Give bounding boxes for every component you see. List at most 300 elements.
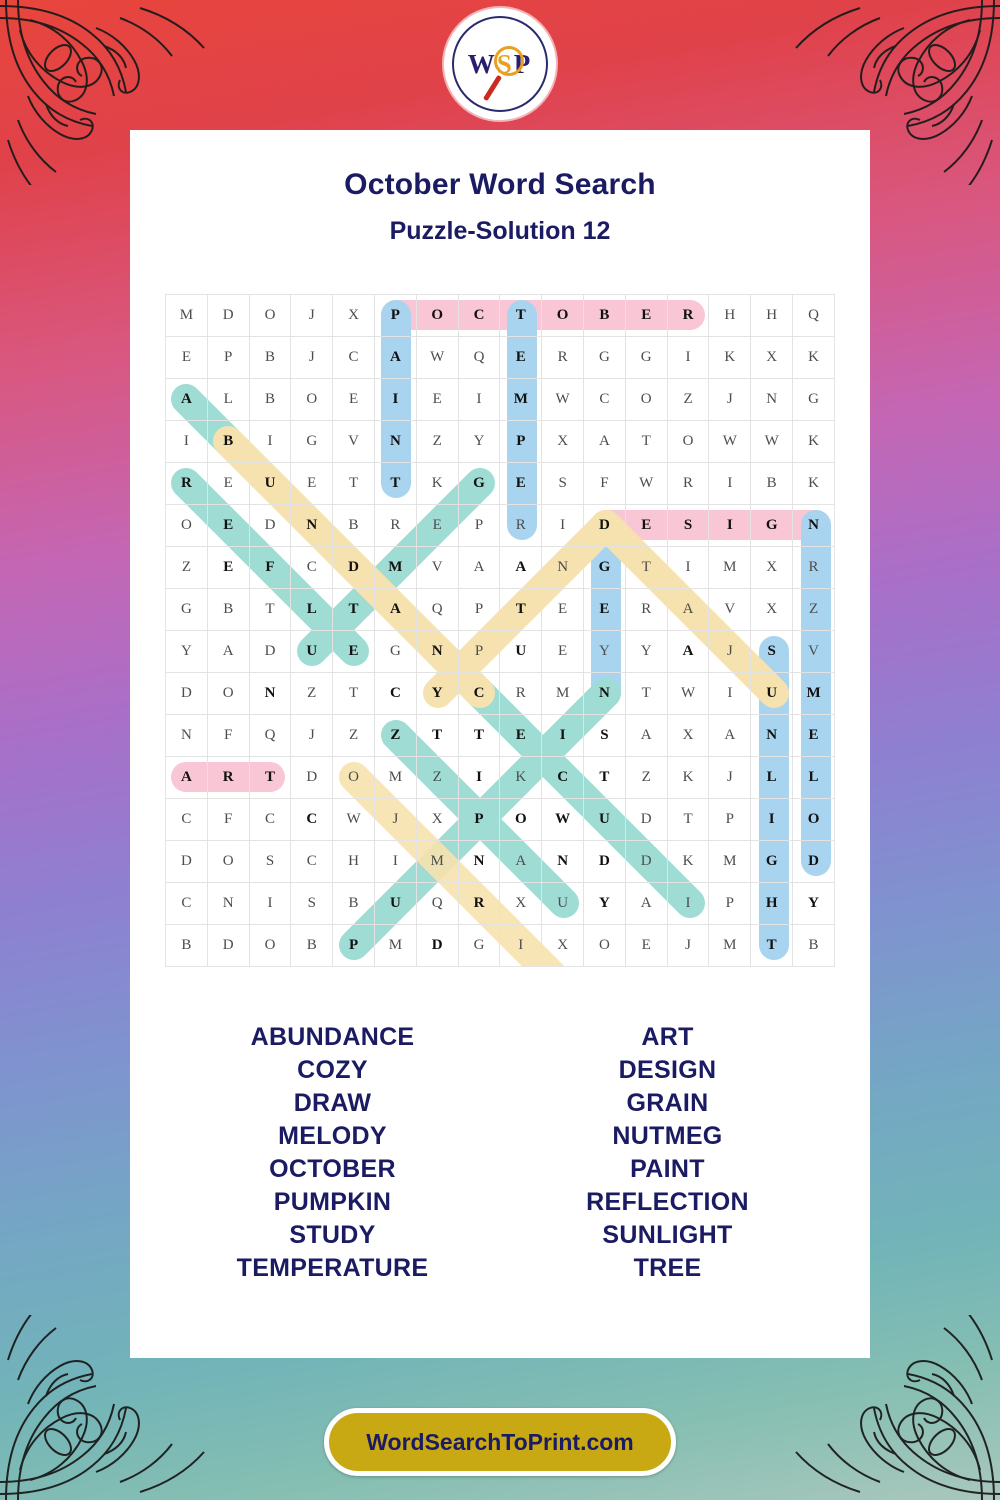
wsp-logo	[444, 8, 556, 120]
grid-cell[interactable]: O	[625, 379, 667, 421]
grid-cell[interactable]: P	[500, 421, 542, 463]
grid-cell[interactable]: T	[625, 547, 667, 589]
grid-cell[interactable]: I	[709, 673, 751, 715]
grid-cell[interactable]: P	[709, 883, 751, 925]
grid-cell[interactable]: W	[333, 799, 375, 841]
grid-cell[interactable]: L	[207, 379, 249, 421]
word-list-item: REFLECTION	[586, 1188, 749, 1216]
grid-cell[interactable]: S	[751, 631, 793, 673]
grid-cell[interactable]: J	[291, 295, 333, 337]
grid-cell[interactable]: Z	[291, 673, 333, 715]
grid-cell[interactable]: P	[709, 799, 751, 841]
grid-cell[interactable]: B	[249, 337, 291, 379]
grid-cell[interactable]: V	[333, 421, 375, 463]
grid-cell[interactable]: M	[709, 841, 751, 883]
grid-cell[interactable]: Z	[667, 379, 709, 421]
grid-cell[interactable]: X	[751, 589, 793, 631]
grid-cell[interactable]: Q	[793, 295, 835, 337]
word-list-item: MELODY	[278, 1122, 387, 1150]
grid-cell[interactable]: T	[500, 589, 542, 631]
grid-cell[interactable]: O	[416, 295, 458, 337]
word-list-item: SUNLIGHT	[602, 1221, 733, 1249]
grid-cell[interactable]: X	[333, 295, 375, 337]
grid-cell[interactable]: T	[458, 715, 500, 757]
grid-cell[interactable]: T	[333, 463, 375, 505]
grid-cell[interactable]: Z	[416, 757, 458, 799]
grid-cell[interactable]: B	[333, 883, 375, 925]
grid-cell[interactable]: D	[793, 841, 835, 883]
grid-row	[166, 421, 835, 463]
grid-cell[interactable]: M	[166, 295, 208, 337]
grid-cell[interactable]: T	[625, 673, 667, 715]
word-list-item: COZY	[297, 1056, 368, 1084]
grid-cell[interactable]: G	[751, 841, 793, 883]
grid-cell[interactable]: M	[374, 925, 416, 967]
grid-cell[interactable]: A	[374, 337, 416, 379]
grid-cell[interactable]: W	[625, 463, 667, 505]
grid-cell[interactable]: N	[374, 421, 416, 463]
grid-cell[interactable]: T	[333, 673, 375, 715]
grid-cell[interactable]: X	[667, 715, 709, 757]
grid-cell[interactable]: X	[751, 547, 793, 589]
grid-cell[interactable]: T	[374, 463, 416, 505]
grid-cell[interactable]: G	[751, 505, 793, 547]
grid-cell[interactable]: E	[416, 505, 458, 547]
grid-cell[interactable]: M	[374, 757, 416, 799]
grid-cell[interactable]: C	[458, 295, 500, 337]
grid-body	[166, 295, 835, 967]
grid-row	[166, 463, 835, 505]
grid-cell[interactable]: S	[249, 841, 291, 883]
word-list-item: DESIGN	[618, 1056, 717, 1084]
grid-cell[interactable]: A	[667, 631, 709, 673]
grid-cell[interactable]: M	[709, 925, 751, 967]
grid-cell[interactable]: N	[751, 715, 793, 757]
grid-cell[interactable]: D	[333, 547, 375, 589]
grid-cell[interactable]: B	[166, 925, 208, 967]
grid-cell[interactable]: T	[751, 925, 793, 967]
grid-cell[interactable]: Y	[166, 631, 208, 673]
grid-cell[interactable]: R	[500, 505, 542, 547]
page-subtitle: Puzzle-Solution 12	[389, 217, 611, 245]
grid-cell[interactable]: A	[625, 883, 667, 925]
grid-cell[interactable]: I	[667, 883, 709, 925]
word-list-item: TEMPERATURE	[236, 1254, 429, 1282]
grid-cell[interactable]: N	[542, 841, 584, 883]
grid-cell[interactable]: R	[207, 757, 249, 799]
grid-cell[interactable]: H	[751, 883, 793, 925]
grid-cell[interactable]: X	[751, 337, 793, 379]
grid-cell[interactable]: C	[291, 547, 333, 589]
grid-cell[interactable]: G	[584, 337, 626, 379]
website-label: WordSearchToPrint.com	[366, 1428, 634, 1455]
grid-cell[interactable]: C	[166, 799, 208, 841]
grid-row	[166, 379, 835, 421]
grid-cell[interactable]: P	[207, 337, 249, 379]
logo-letter-w: W	[467, 48, 497, 79]
grid-cell[interactable]: D	[249, 505, 291, 547]
grid-cell[interactable]: F	[249, 547, 291, 589]
grid-cell[interactable]: A	[500, 841, 542, 883]
puzzle-sheet	[130, 130, 870, 1358]
grid-cell[interactable]: D	[291, 757, 333, 799]
grid-cell[interactable]: I	[667, 337, 709, 379]
grid-cell[interactable]: O	[793, 799, 835, 841]
grid-row	[166, 841, 835, 883]
grid-cell[interactable]: O	[207, 841, 249, 883]
grid-cell[interactable]: O	[542, 295, 584, 337]
puzzle-grid-wrapper	[165, 294, 835, 967]
grid-cell[interactable]: D	[166, 673, 208, 715]
grid-cell[interactable]: I	[458, 379, 500, 421]
grid-cell[interactable]: R	[667, 295, 709, 337]
grid-cell[interactable]: N	[458, 841, 500, 883]
word-list-item: DRAW	[293, 1089, 372, 1117]
grid-cell[interactable]: N	[166, 715, 208, 757]
grid-cell[interactable]: E	[207, 505, 249, 547]
grid-cell[interactable]: M	[542, 673, 584, 715]
grid-cell[interactable]: I	[249, 883, 291, 925]
grid-cell[interactable]: Y	[584, 631, 626, 673]
grid-cell[interactable]: A	[458, 547, 500, 589]
grid-cell[interactable]: P	[458, 505, 500, 547]
grid-cell[interactable]: P	[333, 925, 375, 967]
grid-cell[interactable]: K	[793, 463, 835, 505]
grid-cell[interactable]: N	[542, 547, 584, 589]
grid-cell[interactable]: E	[416, 379, 458, 421]
grid-cell[interactable]: S	[584, 715, 626, 757]
grid-cell[interactable]: K	[793, 337, 835, 379]
grid-cell[interactable]: M	[374, 547, 416, 589]
word-list-item: PUMPKIN	[273, 1188, 392, 1216]
grid-row	[166, 883, 835, 925]
word-list-item: NUTMEG	[612, 1122, 723, 1150]
grid-cell[interactable]: D	[207, 295, 249, 337]
grid-cell[interactable]: W	[416, 337, 458, 379]
word-search-grid[interactable]	[165, 294, 835, 967]
grid-cell[interactable]: E	[584, 589, 626, 631]
word-list-item: OCTOBER	[269, 1155, 396, 1183]
grid-cell[interactable]: K	[416, 463, 458, 505]
grid-cell[interactable]: B	[584, 295, 626, 337]
grid-cell[interactable]: N	[249, 673, 291, 715]
grid-cell[interactable]: N	[751, 379, 793, 421]
grid-cell[interactable]: Y	[625, 631, 667, 673]
website-badge[interactable]	[324, 1408, 676, 1476]
grid-cell[interactable]: M	[793, 673, 835, 715]
grid-cell[interactable]: J	[667, 925, 709, 967]
grid-cell[interactable]: Z	[793, 589, 835, 631]
grid-cell[interactable]: B	[793, 925, 835, 967]
logo-letter-p: P	[513, 48, 533, 79]
word-list-item: STUDY	[289, 1221, 376, 1249]
grid-cell[interactable]: L	[793, 757, 835, 799]
grid-cell[interactable]: E	[500, 715, 542, 757]
grid-cell[interactable]: O	[333, 757, 375, 799]
word-list-left-column	[165, 1021, 500, 1285]
grid-cell[interactable]: S	[542, 463, 584, 505]
grid-cell[interactable]: A	[709, 715, 751, 757]
grid-cell[interactable]: W	[751, 421, 793, 463]
grid-cell[interactable]: L	[751, 757, 793, 799]
grid-cell[interactable]: B	[291, 925, 333, 967]
word-list-item: TREE	[633, 1254, 702, 1282]
grid-cell[interactable]: M	[416, 841, 458, 883]
grid-cell[interactable]: M	[500, 379, 542, 421]
grid-cell[interactable]: D	[166, 841, 208, 883]
grid-cell[interactable]: E	[500, 463, 542, 505]
grid-cell[interactable]: V	[709, 589, 751, 631]
grid-cell[interactable]: A	[166, 379, 208, 421]
grid-cell[interactable]: O	[500, 799, 542, 841]
grid-cell[interactable]: I	[709, 505, 751, 547]
grid-cell[interactable]: Y	[416, 673, 458, 715]
grid-cell[interactable]: V	[416, 547, 458, 589]
grid-cell[interactable]: Y	[793, 883, 835, 925]
grid-cell[interactable]: U	[584, 799, 626, 841]
grid-cell[interactable]: O	[291, 379, 333, 421]
grid-row	[166, 295, 835, 337]
grid-cell[interactable]: Z	[625, 757, 667, 799]
grid-cell[interactable]: G	[625, 337, 667, 379]
grid-cell[interactable]: X	[500, 883, 542, 925]
grid-cell[interactable]: N	[416, 631, 458, 673]
grid-cell[interactable]: R	[458, 883, 500, 925]
grid-cell[interactable]: G	[793, 379, 835, 421]
grid-cell[interactable]: N	[291, 505, 333, 547]
grid-cell[interactable]: W	[542, 799, 584, 841]
grid-cell[interactable]: I	[249, 421, 291, 463]
grid-cell[interactable]: T	[584, 757, 626, 799]
grid-cell[interactable]: E	[625, 505, 667, 547]
grid-cell[interactable]: R	[500, 673, 542, 715]
grid-cell[interactable]: R	[374, 505, 416, 547]
grid-cell[interactable]: C	[458, 673, 500, 715]
grid-cell[interactable]: C	[374, 673, 416, 715]
grid-cell[interactable]: I	[374, 379, 416, 421]
grid-cell[interactable]: N	[793, 505, 835, 547]
grid-cell[interactable]: G	[458, 463, 500, 505]
grid-cell[interactable]: U	[542, 883, 584, 925]
grid-cell[interactable]: C	[542, 757, 584, 799]
grid-cell[interactable]: J	[709, 379, 751, 421]
grid-cell[interactable]: U	[249, 463, 291, 505]
grid-row	[166, 673, 835, 715]
grid-cell[interactable]: T	[500, 295, 542, 337]
grid-cell[interactable]: B	[207, 421, 249, 463]
logo-letter-s: S	[496, 48, 514, 79]
word-list	[130, 1021, 870, 1285]
grid-cell[interactable]: E	[166, 337, 208, 379]
grid-cell[interactable]: M	[709, 547, 751, 589]
grid-cell[interactable]: H	[333, 841, 375, 883]
grid-cell[interactable]: J	[291, 337, 333, 379]
grid-cell[interactable]: I	[751, 799, 793, 841]
grid-cell[interactable]: U	[374, 883, 416, 925]
grid-cell[interactable]: K	[500, 757, 542, 799]
grid-cell[interactable]: Z	[374, 715, 416, 757]
grid-cell[interactable]: B	[333, 505, 375, 547]
grid-cell[interactable]: I	[458, 757, 500, 799]
grid-cell[interactable]: P	[374, 295, 416, 337]
grid-cell[interactable]: J	[374, 799, 416, 841]
word-list-item: ABUNDANCE	[250, 1023, 415, 1051]
grid-cell[interactable]: D	[625, 841, 667, 883]
grid-cell[interactable]: I	[709, 463, 751, 505]
word-list-item: PAINT	[630, 1155, 705, 1183]
grid-cell[interactable]: F	[207, 715, 249, 757]
grid-cell[interactable]: A	[500, 547, 542, 589]
magnifier-glass-icon	[494, 46, 524, 76]
grid-cell[interactable]: Y	[458, 421, 500, 463]
grid-cell[interactable]: K	[709, 337, 751, 379]
grid-cell[interactable]: J	[709, 757, 751, 799]
grid-cell[interactable]: P	[458, 631, 500, 673]
grid-cell[interactable]: O	[249, 295, 291, 337]
grid-cell[interactable]: A	[207, 631, 249, 673]
grid-cell[interactable]: T	[249, 757, 291, 799]
grid-cell[interactable]: B	[207, 589, 249, 631]
grid-row	[166, 925, 835, 967]
grid-cell[interactable]: A	[625, 715, 667, 757]
grid-cell[interactable]: E	[333, 631, 375, 673]
grid-cell[interactable]: I	[542, 505, 584, 547]
grid-cell[interactable]: L	[291, 589, 333, 631]
grid-cell[interactable]: G	[374, 631, 416, 673]
grid-cell[interactable]: B	[249, 379, 291, 421]
grid-cell[interactable]: E	[625, 925, 667, 967]
grid-cell[interactable]: D	[584, 505, 626, 547]
grid-cell[interactable]: I	[667, 547, 709, 589]
grid-cell[interactable]: E	[542, 589, 584, 631]
grid-cell[interactable]: Z	[333, 715, 375, 757]
grid-cell[interactable]: D	[416, 925, 458, 967]
grid-cell[interactable]: V	[793, 631, 835, 673]
grid-cell[interactable]: H	[709, 295, 751, 337]
grid-cell[interactable]: S	[291, 883, 333, 925]
grid-row	[166, 589, 835, 631]
logo-circle	[452, 16, 548, 112]
grid-cell[interactable]: E	[333, 379, 375, 421]
grid-cell[interactable]: K	[667, 757, 709, 799]
grid-cell[interactable]: A	[166, 757, 208, 799]
grid-cell[interactable]: Q	[416, 589, 458, 631]
grid-cell[interactable]: R	[625, 589, 667, 631]
grid-cell[interactable]: D	[207, 925, 249, 967]
grid-cell[interactable]: U	[500, 631, 542, 673]
grid-cell[interactable]: B	[751, 463, 793, 505]
grid-cell[interactable]: X	[542, 421, 584, 463]
grid-cell[interactable]: G	[584, 547, 626, 589]
grid-cell[interactable]: C	[291, 841, 333, 883]
grid-row	[166, 337, 835, 379]
grid-cell[interactable]: R	[542, 337, 584, 379]
grid-cell[interactable]: Z	[166, 547, 208, 589]
grid-cell[interactable]: N	[207, 883, 249, 925]
grid-cell[interactable]: A	[584, 421, 626, 463]
grid-cell[interactable]: T	[249, 589, 291, 631]
grid-cell[interactable]: N	[584, 673, 626, 715]
grid-cell[interactable]: S	[667, 505, 709, 547]
grid-cell[interactable]: H	[751, 295, 793, 337]
grid-cell[interactable]: G	[166, 589, 208, 631]
grid-cell[interactable]: I	[500, 925, 542, 967]
grid-cell[interactable]: C	[166, 883, 208, 925]
grid-cell[interactable]: O	[207, 673, 249, 715]
grid-cell[interactable]: I	[542, 715, 584, 757]
grid-cell[interactable]: O	[667, 421, 709, 463]
grid-cell[interactable]: R	[166, 463, 208, 505]
grid-cell[interactable]: E	[625, 295, 667, 337]
grid-cell[interactable]: J	[291, 715, 333, 757]
grid-cell[interactable]: T	[667, 799, 709, 841]
grid-cell[interactable]: Q	[416, 883, 458, 925]
grid-cell[interactable]: P	[458, 799, 500, 841]
grid-cell[interactable]: U	[751, 673, 793, 715]
grid-row	[166, 799, 835, 841]
grid-cell[interactable]: K	[667, 841, 709, 883]
grid-cell[interactable]: E	[500, 337, 542, 379]
grid-cell[interactable]: I	[374, 841, 416, 883]
grid-cell[interactable]: A	[374, 589, 416, 631]
grid-row	[166, 547, 835, 589]
grid-cell[interactable]: R	[667, 463, 709, 505]
grid-cell[interactable]: Z	[416, 421, 458, 463]
grid-cell[interactable]: C	[333, 337, 375, 379]
grid-cell[interactable]: Y	[584, 883, 626, 925]
grid-cell[interactable]: E	[793, 715, 835, 757]
grid-cell[interactable]: D	[249, 631, 291, 673]
word-list-item: GRAIN	[626, 1089, 709, 1117]
grid-cell[interactable]: A	[667, 589, 709, 631]
grid-cell[interactable]: F	[584, 463, 626, 505]
grid-cell[interactable]: F	[207, 799, 249, 841]
page-title: October Word Search	[344, 168, 656, 201]
grid-cell[interactable]: C	[291, 799, 333, 841]
grid-cell[interactable]: X	[416, 799, 458, 841]
grid-cell[interactable]: I	[166, 421, 208, 463]
grid-cell[interactable]: J	[709, 631, 751, 673]
grid-cell[interactable]: O	[166, 505, 208, 547]
grid-cell[interactable]: R	[793, 547, 835, 589]
grid-row	[166, 631, 835, 673]
grid-cell[interactable]: D	[625, 799, 667, 841]
grid-cell[interactable]: P	[458, 589, 500, 631]
grid-cell[interactable]: Q	[249, 715, 291, 757]
grid-cell[interactable]: T	[416, 715, 458, 757]
grid-cell[interactable]: O	[249, 925, 291, 967]
grid-cell[interactable]: C	[249, 799, 291, 841]
grid-cell[interactable]: O	[584, 925, 626, 967]
grid-cell[interactable]: W	[542, 379, 584, 421]
grid-cell[interactable]: T	[333, 589, 375, 631]
grid-cell[interactable]: K	[793, 421, 835, 463]
grid-cell[interactable]: X	[542, 925, 584, 967]
grid-cell[interactable]: D	[584, 841, 626, 883]
grid-cell[interactable]: U	[291, 631, 333, 673]
grid-cell[interactable]: C	[584, 379, 626, 421]
grid-cell[interactable]: E	[542, 631, 584, 673]
grid-cell[interactable]: W	[667, 673, 709, 715]
grid-cell[interactable]: E	[207, 547, 249, 589]
grid-cell[interactable]: G	[291, 421, 333, 463]
grid-cell[interactable]: Q	[458, 337, 500, 379]
grid-cell[interactable]: E	[207, 463, 249, 505]
grid-cell[interactable]: T	[625, 421, 667, 463]
grid-cell[interactable]: G	[458, 925, 500, 967]
grid-cell[interactable]: W	[709, 421, 751, 463]
grid-cell[interactable]: E	[291, 463, 333, 505]
